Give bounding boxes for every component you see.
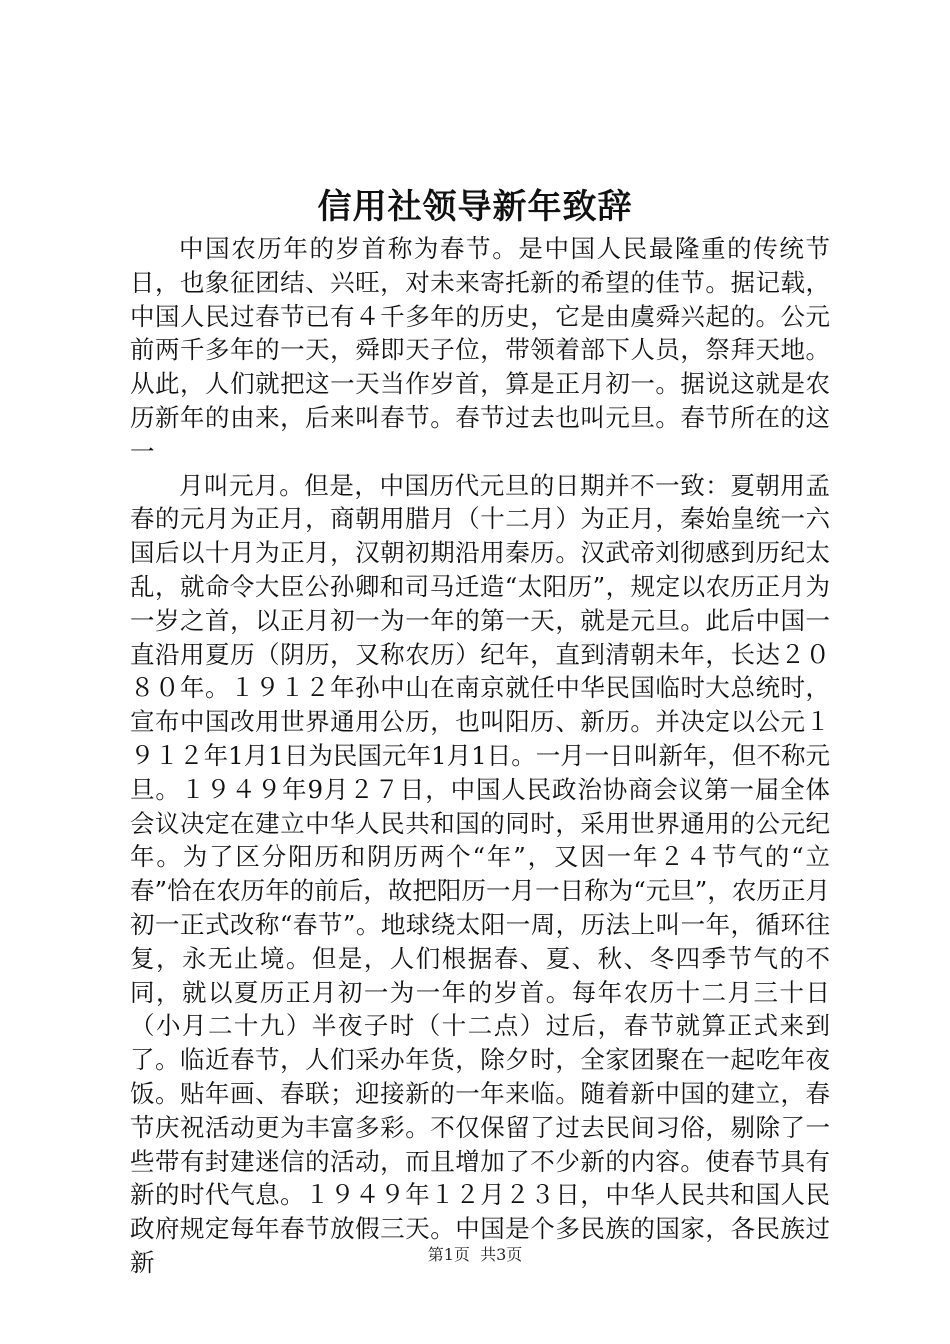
page-total: 共3页 <box>480 1245 523 1264</box>
document-body <box>130 232 830 1280</box>
page-number: 第1页 <box>427 1245 470 1264</box>
document-title: 信用社领导新年致辞 <box>317 187 633 227</box>
page-footer <box>0 1244 950 1266</box>
paragraph-2: 月叫元月。但是，中国历代元旦的日期并不一致：夏朝用孟春的元月为正月，商朝用腊月（十二月）为正月，秦始皇统一六国后以十月为正月，汉朝初期沿用秦历。汉武帝刘彻感到历纪太乱，就命令大臣公孙卿和司马迁造“太阳历”，规定以农历正月为一岁之首，以正月初一为一年的第一天，就是元旦。此后中国一直沿用夏历（阴历，又称农历）纪年，直到清朝未年，长达２０８０年。１９１２年孙中山在南京就任中华民国临时大总统时，宣布中国改用世界通用公历，也叫阳历、新历。并决定以公元１９１２年1月1日为民国元年1月1日。一月一日叫新年，但不称元旦。１９４９年9月２７日，中国人民政治协商会议第一届全体会议决定在建立中华人民共和国的同时，采用世界通用的公元纪年。为了区分阳历和阴历两个“年”，又因一年２４节气的“立春”恰在农历年的前后，故把阳历一月一日称为“元旦”，农历正月初一正式改称“春节”。地球绕太阳一周，历法上叫一年，循环往复，永无止境。但是，人们根据春、夏、秋、冬四季节气的不同，就以夏历正月初一为一年的岁首。每年农历十二月三十日（小月二十九）半夜子时（十二点）过后，春节就算正式来到了。临近春节，人们采办年货，除夕时，全家团聚在一起吃年夜饭。贴年画、春联；迎接新的一年来临。随着新中国的建立，春节庆祝活动更为丰富多彩。不仅保留了过去民间习俗，剔除了一些带有封建迷信的活动，而且增加了不少新的内容。使春节具有新的时代气息。１９４９年１２月２３日，中华人民共和国人民政府规定每年春节放假三天。中国是个多民族的国家，各民族过新 <box>130 470 830 1277</box>
paragraph-1: 中国农历年的岁首称为春节。是中国人民最隆重的传统节日，也象征团结、兴旺，对未来寄托新的希望的佳节。据记载，中国人民过春节已有４千多年的历史，它是由虞舜兴起的。公元前两千多年的一天，舜即天子位，带领着部下人员，祭拜天地。从此，人们就把这一天当作岁首，算是正月初一。据说这就是农历新年的由来，后来叫春节。春节过去也叫元旦。春节所在的这一 <box>130 234 830 466</box>
